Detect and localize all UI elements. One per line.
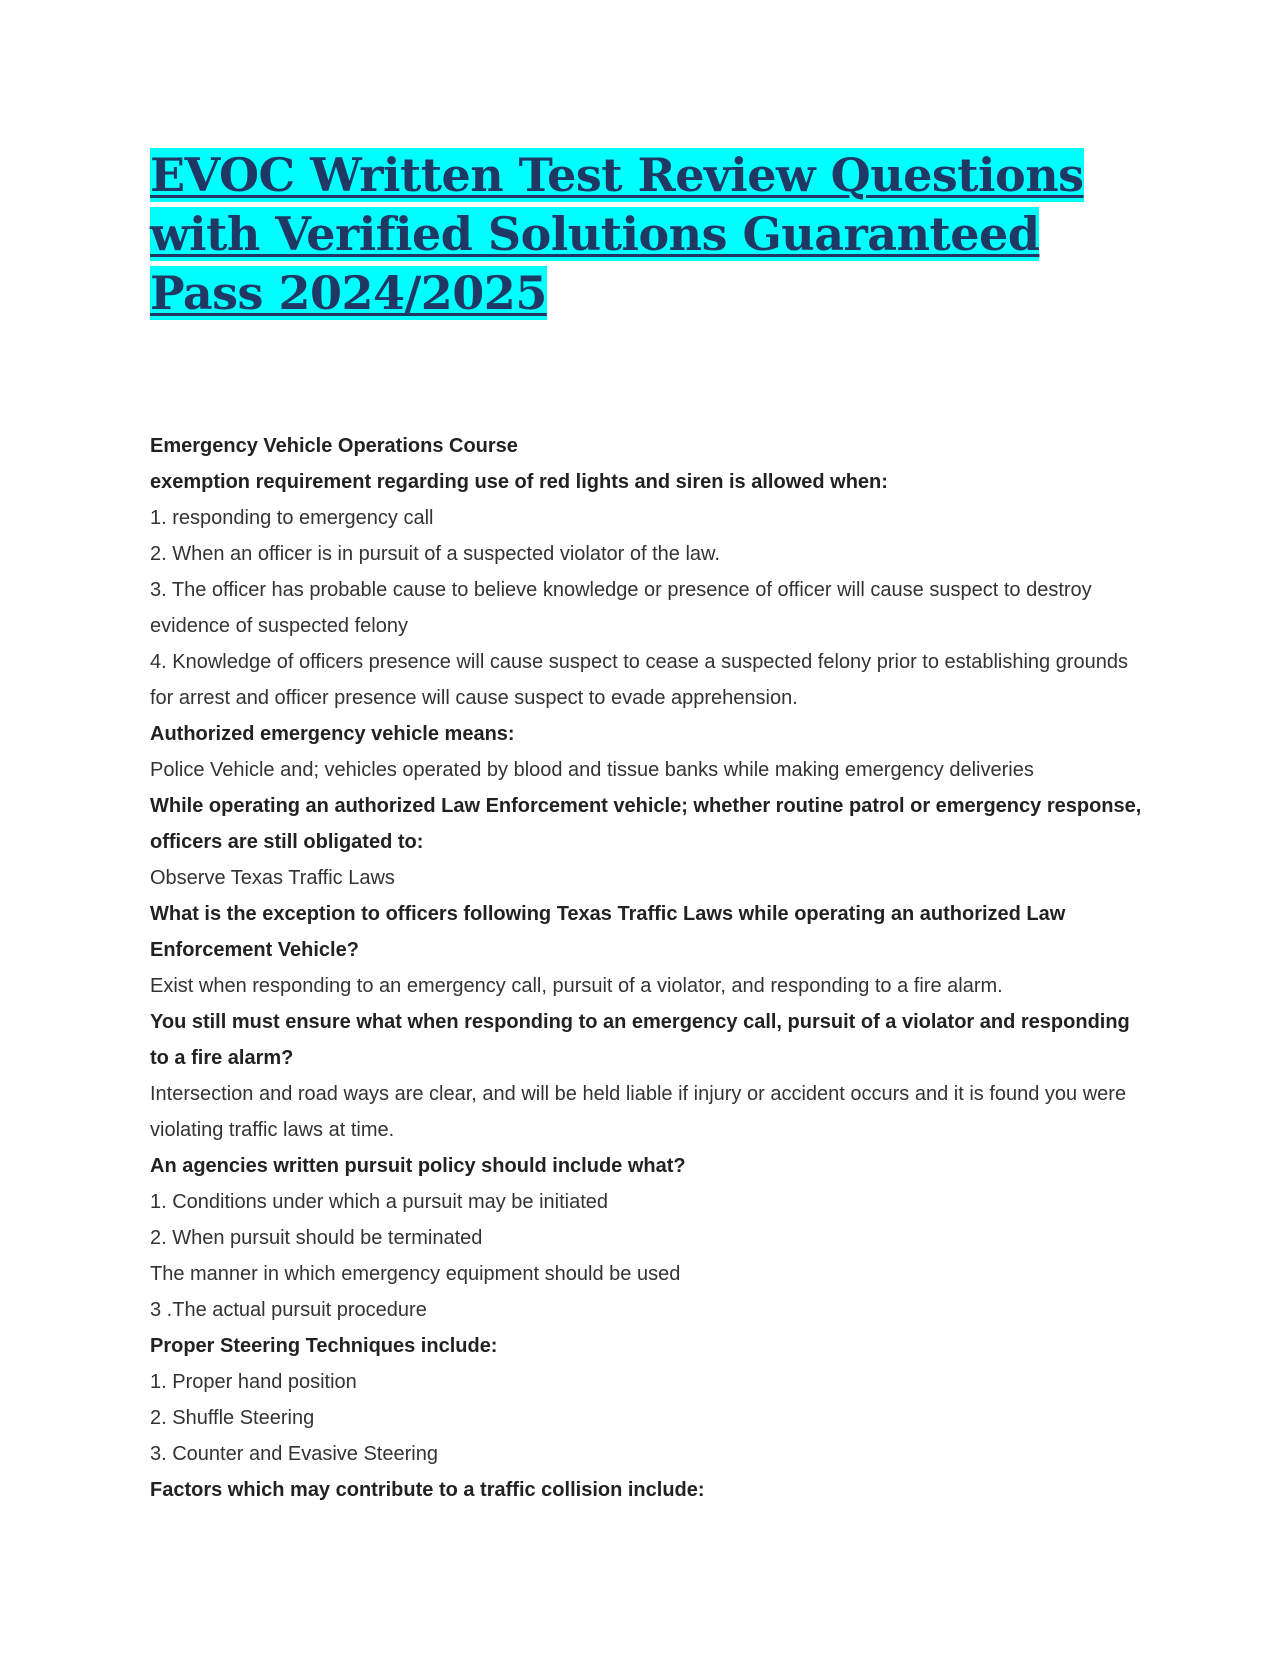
question-text: Authorized emergency vehicle means: xyxy=(150,723,515,745)
answer-text: 4. Knowledge of officers presence will cause suspect to cease a suspected felony prior to establishing grounds for arrest and officer presence will cause suspect to evade apprehension. xyxy=(150,651,1128,709)
answer-text: Intersection and road ways are clear, and will be held liable if injury or accident occurs and it is found you were violating traffic laws at time. xyxy=(150,1083,1127,1141)
answer-text: 3. The officer has probable cause to believe knowledge or presence of officer will cause suspect to destroy evidence of suspected felony xyxy=(150,579,1092,637)
question-text: Factors which may contribute to a traffic collision include: xyxy=(150,1479,705,1501)
document-title xyxy=(150,146,1130,323)
document-body xyxy=(150,428,1150,1508)
question-text: Proper Steering Techniques include: xyxy=(150,1335,498,1357)
answer-text: Police Vehicle and; vehicles operated by blood and tissue banks while making emergency deliveries xyxy=(150,759,1034,781)
answer-text: The manner in which emergency equipment should be used xyxy=(150,1263,681,1285)
answer-text: 2. Shuffle Steering xyxy=(150,1407,315,1429)
answer-text: 1. Proper hand position xyxy=(150,1371,357,1393)
question-text: exemption requirement regarding use of red lights and siren is allowed when: xyxy=(150,471,888,493)
question-text: An agencies written pursuit policy should include what? xyxy=(150,1155,686,1177)
answer-text: 1. responding to emergency call xyxy=(150,507,434,529)
answer-text: 3. Counter and Evasive Steering xyxy=(150,1443,438,1465)
answer-text: 2. When an officer is in pursuit of a suspected violator of the law. xyxy=(150,543,720,565)
answer-text: Observe Texas Traffic Laws xyxy=(150,867,395,889)
answer-text: 2. When pursuit should be terminated xyxy=(150,1227,483,1249)
question-text: What is the exception to officers following Texas Traffic Laws while operating an authorized Law Enforcement Vehicle? xyxy=(150,903,1066,961)
answer-text: Exist when responding to an emergency call, pursuit of a violator, and responding to a fire alarm. xyxy=(150,975,1003,997)
answer-text: 3 .The actual pursuit procedure xyxy=(150,1299,427,1321)
document-title-text: EVOC Written Test Review Questions with Verified Solutions Guaranteed Pass 2024/2025 xyxy=(150,148,1084,320)
answer-text: 1. Conditions under which a pursuit may be initiated xyxy=(150,1191,609,1213)
question-text: While operating an authorized Law Enforcement vehicle; whether routine patrol or emergency response, officers are still obligated to: xyxy=(150,795,1142,853)
course-heading: Emergency Vehicle Operations Course xyxy=(150,435,518,457)
question-text: You still must ensure what when responding to an emergency call, pursuit of a violator and responding to a fire alarm? xyxy=(150,1011,1130,1069)
